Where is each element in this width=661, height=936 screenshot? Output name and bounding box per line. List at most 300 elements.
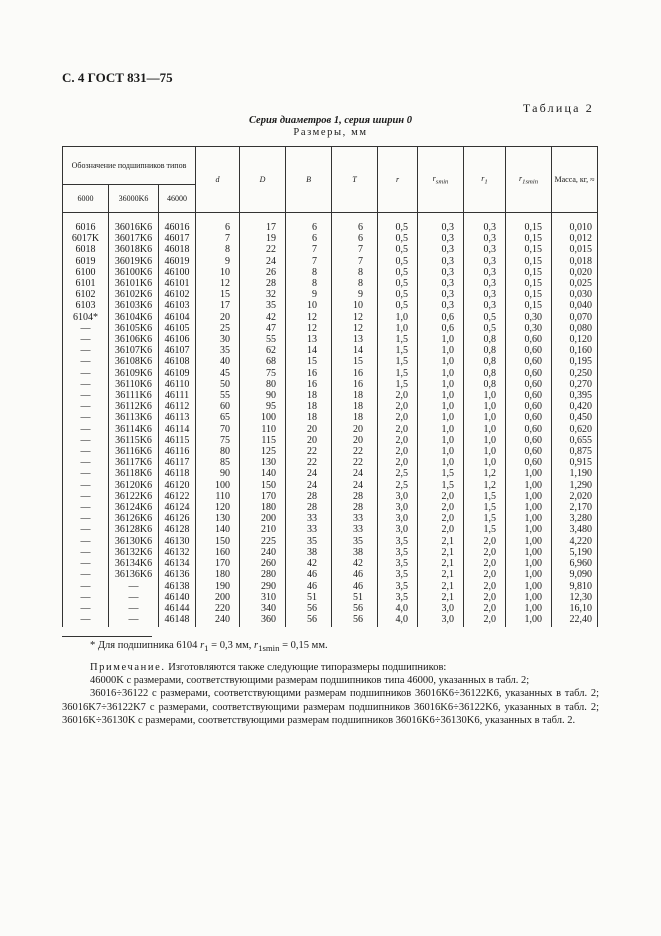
cell-type-36000K6: 36113K6 (109, 412, 159, 423)
cell-T: 18 (332, 401, 378, 412)
cell-D: 28 (240, 278, 286, 289)
cell-T: 24 (332, 468, 378, 479)
cell-mass: 0,012 (552, 233, 598, 244)
cell-D: 125 (240, 446, 286, 457)
cell-r-smin: 0,6 (418, 312, 464, 323)
cell-type-46000: 46109 (159, 368, 196, 379)
cell-type-46000: 46132 (159, 547, 196, 558)
cell-r1: 2,0 (464, 614, 506, 627)
cell-type-46000: 46136 (159, 569, 196, 580)
cell-mass: 0,875 (552, 446, 598, 457)
cell-T: 46 (332, 569, 378, 580)
cell-r-smin: 0,3 (418, 300, 464, 311)
cell-r-smin: 2,1 (418, 558, 464, 569)
cell-T: 8 (332, 267, 378, 278)
cell-r: 2,0 (378, 446, 418, 457)
cell-r1-smin: 0,15 (506, 256, 552, 267)
cell-type-36000K6: 36124K6 (109, 502, 159, 513)
footnote-divider (62, 636, 152, 637)
cell-r-smin: 1,5 (418, 480, 464, 491)
cell-type-46000: 46138 (159, 581, 196, 592)
cell-r1-smin: 0,60 (506, 424, 552, 435)
table-row (63, 614, 598, 627)
cell-r1: 2,0 (464, 569, 506, 580)
cell-type-36000K6: 36130K6 (109, 536, 159, 547)
cell-r1: 1,2 (464, 468, 506, 479)
cell-r1-smin: 1,00 (506, 614, 552, 627)
cell-r: 3,0 (378, 513, 418, 524)
table-label: Таблица 2 (522, 101, 594, 115)
cell-r-smin: 2,1 (418, 592, 464, 603)
cell-type-6000: 6100 (63, 267, 109, 278)
cell-type-46000: 46114 (159, 424, 196, 435)
cell-r-smin: 1,0 (418, 446, 464, 457)
cell-type-6000: — (63, 446, 109, 457)
cell-type-46000: 46104 (159, 312, 196, 323)
cell-d: 12 (196, 278, 240, 289)
cell-r-smin: 0,3 (418, 244, 464, 255)
table-row (63, 446, 598, 457)
cell-type-6000: — (63, 502, 109, 513)
cell-type-36000K6: 36112K6 (109, 401, 159, 412)
cell-B: 6 (286, 213, 332, 234)
table-row (63, 300, 598, 311)
table-row (63, 233, 598, 244)
table-row (63, 491, 598, 502)
cell-type-36000K6: 36101K6 (109, 278, 159, 289)
cell-mass: 0,015 (552, 244, 598, 255)
cell-r-smin: 1,0 (418, 379, 464, 390)
cell-r-smin: 1,0 (418, 345, 464, 356)
cell-mass: 2,020 (552, 491, 598, 502)
cell-type-46000: 46128 (159, 524, 196, 535)
table-row (63, 424, 598, 435)
cell-type-46000: 46018 (159, 244, 196, 255)
cell-d: 20 (196, 312, 240, 323)
header-r: r (378, 147, 418, 213)
cell-r1: 0,3 (464, 267, 506, 278)
cell-D: 100 (240, 412, 286, 423)
cell-B: 13 (286, 334, 332, 345)
cell-D: 22 (240, 244, 286, 255)
table-row (63, 213, 598, 234)
cell-T: 7 (332, 244, 378, 255)
cell-r1: 0,3 (464, 256, 506, 267)
cell-r-smin: 0,3 (418, 289, 464, 300)
cell-type-36000K6: 36103K6 (109, 300, 159, 311)
cell-r: 2,0 (378, 457, 418, 468)
header-r1: $r_1$ (464, 147, 506, 213)
cell-type-6000: 6018 (63, 244, 109, 255)
cell-type-36000K6: 36128K6 (109, 524, 159, 535)
cell-D: 260 (240, 558, 286, 569)
table-row (63, 558, 598, 569)
cell-type-6000: — (63, 457, 109, 468)
table-row (63, 592, 598, 603)
cell-type-36000K6: 36111K6 (109, 390, 159, 401)
cell-D: 340 (240, 603, 286, 614)
table-row (63, 412, 598, 423)
cell-r: 1,0 (378, 323, 418, 334)
cell-d: 90 (196, 468, 240, 479)
cell-type-6000: — (63, 558, 109, 569)
cell-D: 35 (240, 300, 286, 311)
cell-D: 42 (240, 312, 286, 323)
cell-r: 3,5 (378, 547, 418, 558)
cell-r1: 2,0 (464, 558, 506, 569)
cell-mass: 0,030 (552, 289, 598, 300)
cell-r-smin: 2,0 (418, 491, 464, 502)
cell-type-36000K6: 36120K6 (109, 480, 159, 491)
cell-type-46000: 46124 (159, 502, 196, 513)
cell-B: 20 (286, 424, 332, 435)
cell-r1-smin: 0,60 (506, 334, 552, 345)
cell-mass: 0,020 (552, 267, 598, 278)
cell-T: 56 (332, 614, 378, 627)
cell-r-smin: 2,0 (418, 502, 464, 513)
table-row (63, 244, 598, 255)
header-d: d (196, 147, 240, 213)
cell-B: 28 (286, 502, 332, 513)
cell-type-6000: 6019 (63, 256, 109, 267)
table-row (63, 278, 598, 289)
cell-mass: 0,250 (552, 368, 598, 379)
cell-mass: 0,120 (552, 334, 598, 345)
cell-r1: 1,0 (464, 435, 506, 446)
cell-r1-smin: 1,00 (506, 536, 552, 547)
cell-type-46000: 46101 (159, 278, 196, 289)
cell-d: 15 (196, 289, 240, 300)
note-intro: Примечание. Изготовляются также следующие типоразмеры подшипников: (90, 662, 447, 673)
cell-r1-smin: 1,00 (506, 468, 552, 479)
cell-d: 160 (196, 547, 240, 558)
cell-r1-smin: 1,00 (506, 569, 552, 580)
cell-type-36000K6: 36117K6 (109, 457, 159, 468)
cell-D: 17 (240, 213, 286, 234)
cell-r: 3,0 (378, 491, 418, 502)
cell-d: 35 (196, 345, 240, 356)
cell-r1: 0,5 (464, 323, 506, 334)
cell-D: 140 (240, 468, 286, 479)
cell-r: 2,5 (378, 468, 418, 479)
header-type-46000: 46000 (159, 185, 196, 213)
cell-d: 75 (196, 435, 240, 446)
cell-type-46000: 46134 (159, 558, 196, 569)
cell-type-6000: — (63, 323, 109, 334)
cell-r1: 1,5 (464, 491, 506, 502)
cell-B: 56 (286, 614, 332, 627)
note-paragraph-2: 36016÷36122 с размерами, соответствующими размерам подшипников 36016K6÷36122K6, указанных в табл. 2; 36016K7÷36122K7 с размерами, соответствующими размерам подшипников 36016K6÷36122K6, указанных в табл. 2; 36016K÷36130K с размерами, соответствующими размерам подшипников 36016K6÷36130K6, указанных в табл. 2. (62, 688, 599, 726)
cell-B: 38 (286, 547, 332, 558)
cell-T: 28 (332, 502, 378, 513)
cell-r1-smin: 1,00 (506, 513, 552, 524)
cell-r-smin: 1,0 (418, 412, 464, 423)
cell-r: 3,5 (378, 536, 418, 547)
cell-B: 18 (286, 401, 332, 412)
cell-r-smin: 2,1 (418, 536, 464, 547)
cell-T: 46 (332, 581, 378, 592)
cell-B: 22 (286, 457, 332, 468)
cell-r: 4,0 (378, 603, 418, 614)
cell-r: 2,0 (378, 424, 418, 435)
cell-B: 10 (286, 300, 332, 311)
cell-r: 3,5 (378, 569, 418, 580)
cell-r: 0,5 (378, 233, 418, 244)
cell-type-36000K6: 36108K6 (109, 356, 159, 367)
header-mass: Масса, кг, ≈ (552, 147, 598, 213)
cell-r1-smin: 0,30 (506, 323, 552, 334)
cell-r1: 1,0 (464, 457, 506, 468)
cell-type-36000K6: 36115K6 (109, 435, 159, 446)
cell-r-smin: 2,1 (418, 569, 464, 580)
cell-d: 6 (196, 213, 240, 234)
cell-B: 46 (286, 581, 332, 592)
cell-mass: 0,025 (552, 278, 598, 289)
cell-r1: 2,0 (464, 592, 506, 603)
cell-D: 95 (240, 401, 286, 412)
cell-r1-smin: 0,60 (506, 345, 552, 356)
cell-type-46000: 46116 (159, 446, 196, 457)
cell-mass: 6,960 (552, 558, 598, 569)
table-row (63, 480, 598, 491)
cell-r1-smin: 0,60 (506, 379, 552, 390)
cell-mass: 5,190 (552, 547, 598, 558)
cell-r1: 0,8 (464, 379, 506, 390)
cell-B: 16 (286, 379, 332, 390)
cell-r: 0,5 (378, 278, 418, 289)
cell-type-6000: 6101 (63, 278, 109, 289)
cell-mass: 0,010 (552, 213, 598, 234)
cell-D: 62 (240, 345, 286, 356)
cell-type-46000: 46126 (159, 513, 196, 524)
cell-type-46000: 46140 (159, 592, 196, 603)
cell-D: 130 (240, 457, 286, 468)
cell-r: 2,0 (378, 390, 418, 401)
cell-r-smin: 1,0 (418, 401, 464, 412)
cell-D: 200 (240, 513, 286, 524)
cell-r: 4,0 (378, 614, 418, 627)
cell-mass: 0,915 (552, 457, 598, 468)
header-designation: Обозначение подшипников типов (63, 147, 196, 185)
cell-T: 28 (332, 491, 378, 502)
cell-mass: 0,195 (552, 356, 598, 367)
header-D: D (240, 147, 286, 213)
cell-d: 17 (196, 300, 240, 311)
cell-d: 65 (196, 412, 240, 423)
cell-r-smin: 0,3 (418, 213, 464, 234)
cell-T: 33 (332, 524, 378, 535)
table-row (63, 603, 598, 614)
cell-r: 2,0 (378, 401, 418, 412)
cell-T: 24 (332, 480, 378, 491)
cell-r1-smin: 0,30 (506, 312, 552, 323)
cell-type-6000: 6104* (63, 312, 109, 323)
cell-type-36000K6: 36016K6 (109, 213, 159, 234)
cell-type-6000: — (63, 592, 109, 603)
cell-D: 225 (240, 536, 286, 547)
cell-r1-smin: 0,60 (506, 446, 552, 457)
cell-r1-smin: 0,60 (506, 457, 552, 468)
cell-B: 28 (286, 491, 332, 502)
cell-type-46000: 46019 (159, 256, 196, 267)
cell-type-46000: 46106 (159, 334, 196, 345)
cell-r1-smin: 0,60 (506, 401, 552, 412)
cell-B: 12 (286, 312, 332, 323)
cell-d: 60 (196, 401, 240, 412)
cell-mass: 1,290 (552, 480, 598, 491)
cell-mass: 22,40 (552, 614, 598, 627)
cell-d: 9 (196, 256, 240, 267)
cell-D: 240 (240, 547, 286, 558)
footnote: * Для подшипника 6104 $r_1 = 0,3$ мм, $r_{1smin} = 0,15$ мм. (90, 640, 328, 654)
cell-r-smin: 2,0 (418, 513, 464, 524)
cell-D: 115 (240, 435, 286, 446)
cell-r1-smin: 1,00 (506, 491, 552, 502)
cell-r1-smin: 0,60 (506, 390, 552, 401)
cell-B: 33 (286, 524, 332, 535)
cell-B: 20 (286, 435, 332, 446)
cell-type-46000: 46017 (159, 233, 196, 244)
cell-B: 46 (286, 569, 332, 580)
cell-r: 3,0 (378, 524, 418, 535)
cell-r-smin: 0,3 (418, 267, 464, 278)
cell-r1: 2,0 (464, 581, 506, 592)
cell-d: 130 (196, 513, 240, 524)
cell-r1-smin: 0,60 (506, 368, 552, 379)
cell-type-6000: — (63, 390, 109, 401)
cell-D: 19 (240, 233, 286, 244)
cell-d: 240 (196, 614, 240, 627)
cell-type-6000: — (63, 401, 109, 412)
cell-type-36000K6: 36017K6 (109, 233, 159, 244)
cell-r-smin: 1,0 (418, 424, 464, 435)
cell-d: 45 (196, 368, 240, 379)
cell-type-36000K6: — (109, 592, 159, 603)
cell-D: 26 (240, 267, 286, 278)
cell-d: 30 (196, 334, 240, 345)
cell-B: 6 (286, 233, 332, 244)
header-r1-smin: $r_{1smin}$ (506, 147, 552, 213)
cell-d: 200 (196, 592, 240, 603)
cell-r1: 1,5 (464, 513, 506, 524)
cell-T: 18 (332, 412, 378, 423)
cell-mass: 0,070 (552, 312, 598, 323)
cell-d: 70 (196, 424, 240, 435)
cell-r: 1,5 (378, 379, 418, 390)
cell-type-36000K6: 36106K6 (109, 334, 159, 345)
cell-type-36000K6: — (109, 581, 159, 592)
cell-D: 110 (240, 424, 286, 435)
cell-type-46000: 46016 (159, 213, 196, 234)
cell-type-6000: 6102 (63, 289, 109, 300)
table-row (63, 345, 598, 356)
cell-D: 310 (240, 592, 286, 603)
cell-r1: 0,5 (464, 312, 506, 323)
cell-r1-smin: 1,00 (506, 592, 552, 603)
cell-r: 3,5 (378, 592, 418, 603)
cell-d: 100 (196, 480, 240, 491)
cell-T: 18 (332, 390, 378, 401)
table-row (63, 435, 598, 446)
cell-B: 8 (286, 278, 332, 289)
header-type-6000: 6000 (63, 185, 109, 213)
cell-T: 35 (332, 536, 378, 547)
cell-d: 140 (196, 524, 240, 535)
cell-T: 16 (332, 368, 378, 379)
cell-D: 290 (240, 581, 286, 592)
cell-type-36000K6: 36109K6 (109, 368, 159, 379)
cell-r: 0,5 (378, 300, 418, 311)
cell-r1-smin: 0,15 (506, 289, 552, 300)
cell-mass: 4,220 (552, 536, 598, 547)
cell-T: 20 (332, 435, 378, 446)
cell-r1: 0,3 (464, 233, 506, 244)
cell-type-46000: 46105 (159, 323, 196, 334)
cell-r1-smin: 0,60 (506, 435, 552, 446)
cell-mass: 0,080 (552, 323, 598, 334)
cell-D: 32 (240, 289, 286, 300)
bearing-table-wrapper (62, 146, 597, 627)
cell-type-46000: 46102 (159, 289, 196, 300)
table-row (63, 502, 598, 513)
cell-r: 3,5 (378, 558, 418, 569)
table-row (63, 267, 598, 278)
cell-type-46000: 46118 (159, 468, 196, 479)
cell-B: 9 (286, 289, 332, 300)
cell-r1: 1,5 (464, 502, 506, 513)
cell-T: 8 (332, 278, 378, 289)
table-title-series: Серия диаметров 1, серия ширин 0 (248, 115, 413, 126)
cell-r1-smin: 0,15 (506, 213, 552, 234)
cell-type-36000K6: — (109, 603, 159, 614)
cell-type-6000: — (63, 569, 109, 580)
cell-type-36000K6: 36100K6 (109, 267, 159, 278)
cell-T: 6 (332, 213, 378, 234)
cell-D: 360 (240, 614, 286, 627)
cell-r1: 1,0 (464, 412, 506, 423)
cell-type-46000: 46107 (159, 345, 196, 356)
cell-type-36000K6: 36116K6 (109, 446, 159, 457)
cell-r1: 1,0 (464, 446, 506, 457)
cell-r-smin: 1,0 (418, 334, 464, 345)
cell-T: 42 (332, 558, 378, 569)
cell-r: 1,5 (378, 356, 418, 367)
cell-r1-smin: 0,15 (506, 244, 552, 255)
cell-d: 220 (196, 603, 240, 614)
cell-type-46000: 46148 (159, 614, 196, 627)
cell-r1: 2,0 (464, 547, 506, 558)
table-row (63, 569, 598, 580)
cell-r1: 0,3 (464, 213, 506, 234)
cell-type-46000: 46117 (159, 457, 196, 468)
cell-D: 47 (240, 323, 286, 334)
cell-mass: 3,280 (552, 513, 598, 524)
cell-r1-smin: 0,60 (506, 356, 552, 367)
cell-r1: 0,8 (464, 356, 506, 367)
cell-type-6000: 6016 (63, 213, 109, 234)
cell-r1-smin: 1,00 (506, 547, 552, 558)
cell-d: 10 (196, 267, 240, 278)
cell-r-smin: 2,1 (418, 581, 464, 592)
cell-d: 180 (196, 569, 240, 580)
cell-r1-smin: 0,15 (506, 233, 552, 244)
cell-T: 7 (332, 256, 378, 267)
cell-r: 1,5 (378, 345, 418, 356)
cell-r1: 2,0 (464, 603, 506, 614)
cell-type-46000: 46120 (159, 480, 196, 491)
cell-mass: 1,190 (552, 468, 598, 479)
cell-r-smin: 1,0 (418, 457, 464, 468)
